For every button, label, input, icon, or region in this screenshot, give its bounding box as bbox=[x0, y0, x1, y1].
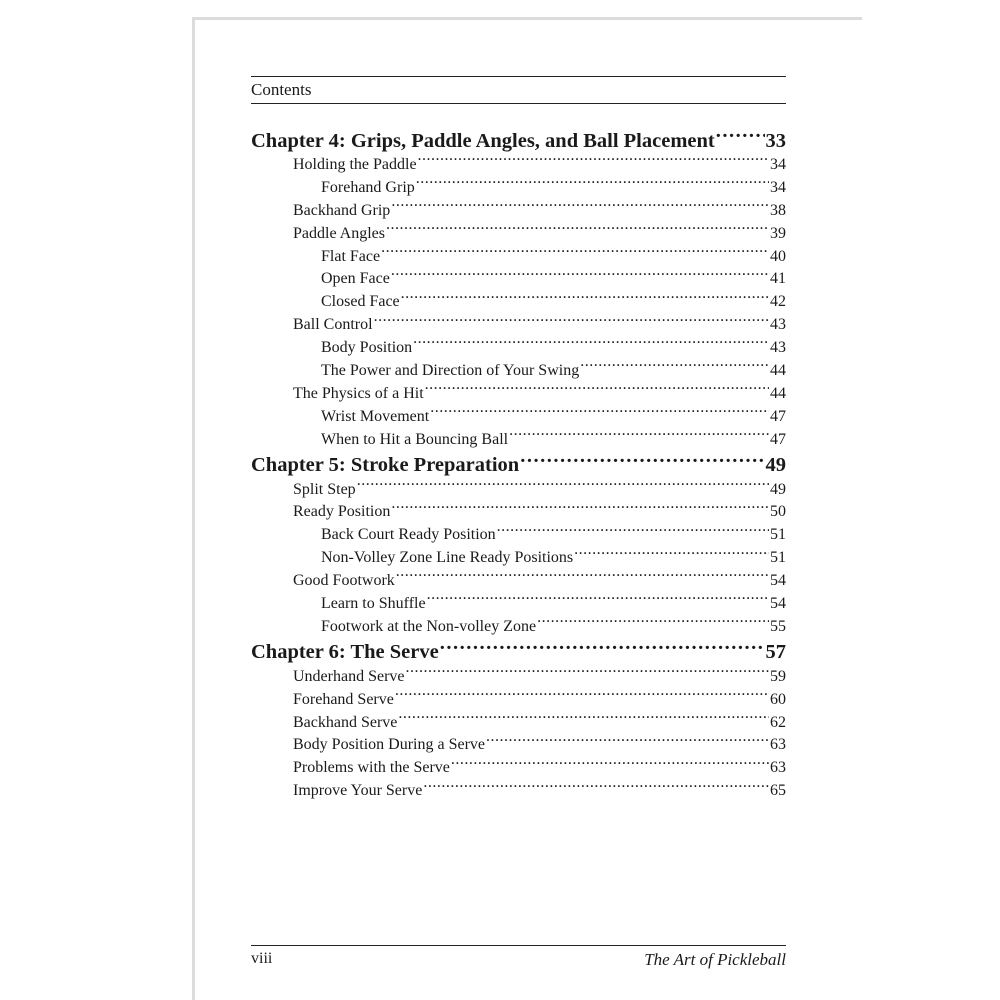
dot-leader bbox=[381, 245, 769, 261]
toc-entry-title: Chapter 4: Grips, Paddle Angles, and Ball Placement bbox=[251, 129, 715, 152]
toc-entry-title: Ball Control bbox=[293, 316, 373, 334]
toc-entry-page: 49 bbox=[765, 454, 786, 477]
toc-entry-page: 43 bbox=[770, 339, 786, 357]
dot-leader bbox=[497, 523, 769, 539]
toc-entry bbox=[251, 592, 786, 615]
toc-entry bbox=[251, 382, 786, 405]
toc-entry bbox=[251, 779, 786, 802]
toc-entry-title: Body Position During a Serve bbox=[293, 736, 485, 754]
toc-entry-title: Back Court Ready Position bbox=[321, 526, 496, 544]
dot-leader bbox=[401, 290, 769, 306]
toc-entry-page: 55 bbox=[770, 617, 786, 635]
toc-entry-title: Good Footwork bbox=[293, 572, 395, 590]
toc-entry bbox=[251, 733, 786, 756]
toc-entry bbox=[251, 153, 786, 176]
toc-entry-page: 62 bbox=[770, 713, 786, 731]
dot-leader bbox=[537, 615, 769, 631]
toc-entry bbox=[251, 405, 786, 428]
dot-leader bbox=[430, 405, 769, 421]
dot-leader bbox=[418, 153, 769, 169]
toc-entry-title: Split Step bbox=[293, 480, 356, 498]
toc-entry-page: 54 bbox=[770, 572, 786, 590]
toc-entry bbox=[251, 756, 786, 779]
toc-entry bbox=[251, 428, 786, 451]
toc-entry-page: 51 bbox=[770, 549, 786, 567]
dot-leader bbox=[396, 569, 769, 585]
toc-entry-page: 59 bbox=[770, 667, 786, 685]
dot-leader bbox=[520, 451, 764, 472]
toc-entry-page: 38 bbox=[770, 201, 786, 219]
toc-entry-title: When to Hit a Bouncing Ball bbox=[321, 430, 509, 448]
toc-entry-title: Backhand Serve bbox=[293, 713, 398, 731]
toc-entry-page: 50 bbox=[770, 503, 786, 521]
toc-entry bbox=[251, 500, 786, 523]
dot-leader bbox=[509, 428, 769, 444]
dot-leader bbox=[451, 756, 769, 772]
dot-leader bbox=[406, 665, 769, 681]
toc-entry-page: 41 bbox=[770, 270, 786, 288]
dot-leader bbox=[357, 478, 769, 494]
toc-entry-title: Chapter 6: The Serve bbox=[251, 641, 439, 664]
toc-entry bbox=[251, 665, 786, 688]
toc-entry bbox=[251, 199, 786, 222]
toc-chapter-entry bbox=[251, 126, 786, 153]
toc-entry bbox=[251, 711, 786, 734]
toc-entry-title: The Power and Direction of Your Swing bbox=[321, 362, 580, 380]
toc-entry bbox=[251, 615, 786, 638]
dot-leader bbox=[398, 711, 769, 727]
dot-leader bbox=[395, 688, 769, 704]
toc-entry-title: Learn to Shuffle bbox=[321, 595, 426, 613]
toc-entry-page: 60 bbox=[770, 690, 786, 708]
page-number: viii bbox=[251, 950, 273, 967]
toc-entry-title: Problems with the Serve bbox=[293, 759, 450, 777]
dot-leader bbox=[391, 199, 769, 215]
toc-entry-page: 63 bbox=[770, 759, 786, 777]
toc-entry bbox=[251, 313, 786, 336]
dot-leader bbox=[391, 267, 769, 283]
toc-entry bbox=[251, 478, 786, 501]
toc-entry-title: Non-Volley Zone Line Ready Positions bbox=[321, 549, 574, 567]
toc-entry-page: 44 bbox=[770, 362, 786, 380]
dot-leader bbox=[416, 176, 769, 192]
toc-entry-page: 40 bbox=[770, 247, 786, 265]
toc-entry bbox=[251, 267, 786, 290]
dot-leader bbox=[425, 382, 769, 398]
toc-entry-title: Flat Face bbox=[321, 247, 381, 265]
dot-leader bbox=[391, 500, 769, 516]
toc-entry-page: 42 bbox=[770, 293, 786, 311]
toc-entry-title: Paddle Angles bbox=[293, 224, 385, 242]
toc-chapter-entry bbox=[251, 451, 786, 478]
dot-leader bbox=[716, 126, 765, 147]
toc-entry bbox=[251, 688, 786, 711]
table-of-contents bbox=[251, 126, 786, 802]
toc-entry bbox=[251, 336, 786, 359]
toc-entry bbox=[251, 359, 786, 382]
toc-entry bbox=[251, 222, 786, 245]
toc-entry-title: Open Face bbox=[321, 270, 390, 288]
toc-chapter-entry bbox=[251, 638, 786, 665]
dot-leader bbox=[386, 222, 769, 238]
toc-entry bbox=[251, 176, 786, 199]
toc-entry-page: 54 bbox=[770, 595, 786, 613]
toc-entry-page: 47 bbox=[770, 430, 786, 448]
toc-entry-title: The Physics of a Hit bbox=[293, 384, 424, 402]
toc-entry-title: Forehand Grip bbox=[321, 178, 415, 196]
toc-entry-title: Footwork at the Non-volley Zone bbox=[321, 617, 537, 635]
toc-entry-title: Holding the Paddle bbox=[293, 156, 417, 173]
toc-entry bbox=[251, 523, 786, 546]
toc-entry-page: 44 bbox=[770, 384, 786, 402]
toc-entry-page: 39 bbox=[770, 224, 786, 242]
toc-entry bbox=[251, 290, 786, 313]
toc-entry-page: 51 bbox=[770, 526, 786, 544]
dot-leader bbox=[580, 359, 769, 375]
toc-entry-title: Backhand Grip bbox=[293, 201, 391, 219]
toc-entry-title: Underhand Serve bbox=[293, 667, 405, 685]
dot-leader bbox=[423, 779, 769, 795]
toc-entry-page: 65 bbox=[770, 782, 786, 800]
toc-entry-page: 33 bbox=[765, 129, 786, 152]
toc-entry-title: Body Position bbox=[321, 339, 413, 357]
dot-leader bbox=[574, 546, 769, 562]
dot-leader bbox=[427, 592, 769, 608]
toc-entry-title: Forehand Serve bbox=[293, 690, 394, 708]
toc-entry-page: 49 bbox=[770, 480, 786, 498]
toc-entry bbox=[251, 569, 786, 592]
book-title: The Art of Pickleball bbox=[644, 950, 786, 969]
toc-entry bbox=[251, 245, 786, 268]
toc-entry-page: 57 bbox=[765, 641, 786, 664]
toc-entry-page: 34 bbox=[770, 156, 786, 173]
dot-leader bbox=[374, 313, 769, 329]
dot-leader bbox=[413, 336, 769, 352]
dot-leader bbox=[486, 733, 769, 749]
running-head-title: Contents bbox=[251, 80, 312, 99]
toc-entry-title: Closed Face bbox=[321, 293, 400, 311]
toc-entry-page: 34 bbox=[770, 178, 786, 196]
toc-entry-title: Improve Your Serve bbox=[293, 782, 423, 800]
toc-entry-page: 43 bbox=[770, 316, 786, 334]
toc-entry-page: 47 bbox=[770, 407, 786, 425]
toc-entry-title: Chapter 5: Stroke Preparation bbox=[251, 454, 520, 477]
toc-entry-page: 63 bbox=[770, 736, 786, 754]
running-head bbox=[251, 76, 786, 104]
toc-entry-title: Ready Position bbox=[293, 503, 391, 521]
page-footer bbox=[251, 945, 786, 976]
dot-leader bbox=[440, 638, 765, 659]
toc-entry bbox=[251, 546, 786, 569]
toc-entry-title: Wrist Movement bbox=[321, 407, 430, 425]
